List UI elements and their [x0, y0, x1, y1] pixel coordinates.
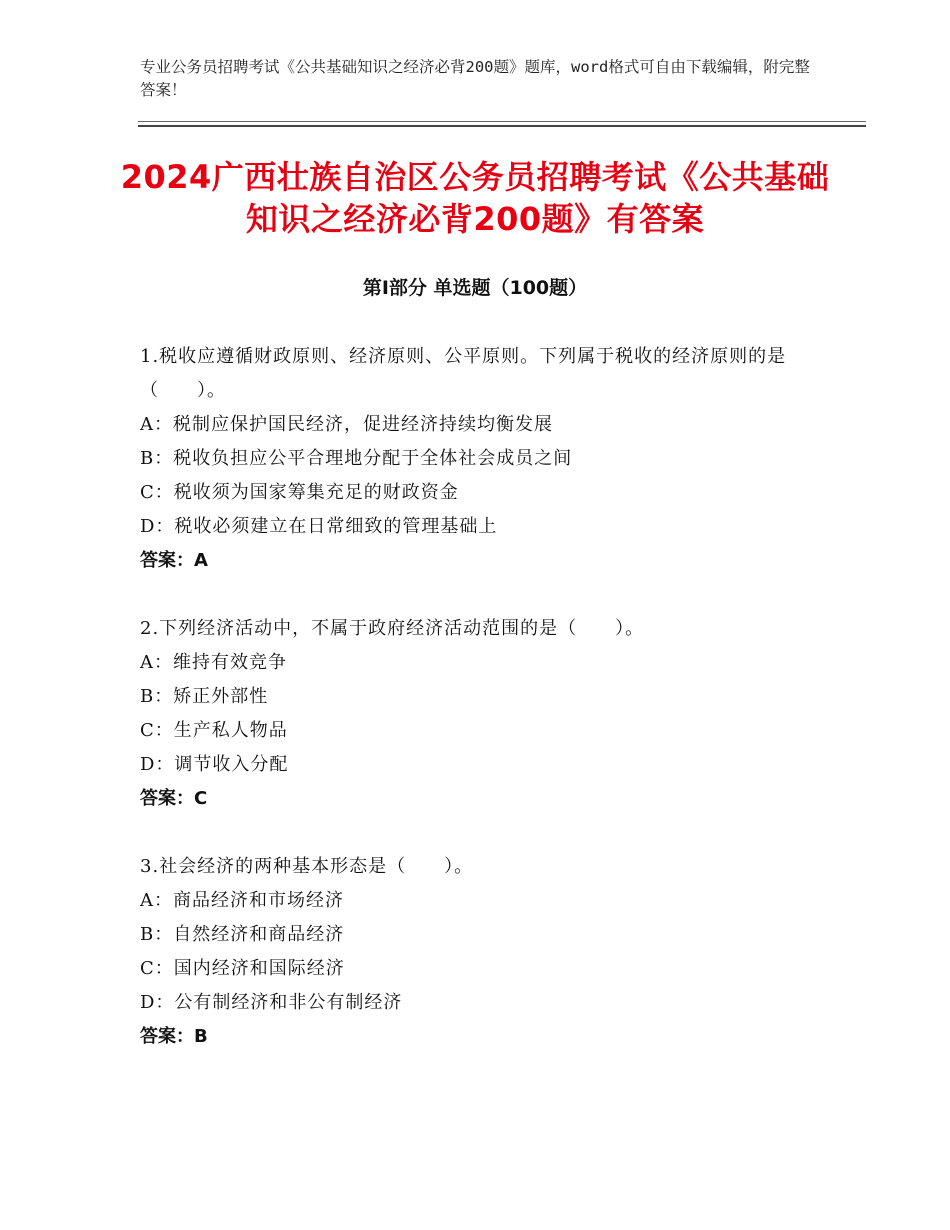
document-title: 2024广西壮族自治区公务员招聘考试《公共基础知识之经济必背200题》有答案	[120, 158, 830, 238]
option-a: A：税制应保护国民经济，促进经济持续均衡发展	[140, 414, 553, 435]
option-b: B：自然经济和商品经济	[140, 924, 345, 945]
option-b: B：矫正外部性	[140, 686, 269, 707]
question-stem: 3.社会经济的两种基本形态是（ ）。	[140, 856, 474, 877]
question-1	[140, 340, 820, 578]
question-2	[140, 612, 820, 816]
header-note: 专业公务员招聘考试《公共基础知识之经济必背200题》题库，word格式可自由下载编辑，附完整答案！	[140, 58, 810, 99]
option-a: A：维持有效竞争	[140, 652, 287, 673]
section-title: 第Ⅰ部分 单选题（100题）	[362, 277, 588, 299]
header-divider	[138, 121, 866, 127]
option-c: C：税收须为国家筹集充足的财政资金	[140, 482, 459, 503]
answer-line: 答案：A	[140, 550, 208, 571]
question-list	[140, 340, 820, 1088]
option-d: D：公有制经济和非公有制经济	[140, 992, 403, 1013]
option-b: B：税收负担应公平合理地分配于全体社会成员之间	[140, 448, 573, 469]
option-d: D：调节收入分配	[140, 754, 289, 775]
option-a: A：商品经济和市场经济	[140, 890, 344, 911]
option-d: D：税收必须建立在日常细致的管理基础上	[140, 516, 498, 537]
question-stem: 2.下列经济活动中，不属于政府经济活动范围的是（ ）。	[140, 618, 645, 639]
answer-line: 答案：B	[140, 1026, 208, 1047]
answer-line: 答案：C	[140, 788, 208, 809]
option-c: C：生产私人物品	[140, 720, 288, 741]
option-c: C：国内经济和国际经济	[140, 958, 345, 979]
question-stem: 1.税收应遵循财政原则、经济原则、公平原则。下列属于税收的经济原则的是（ ）。	[140, 346, 787, 401]
question-3	[140, 850, 820, 1054]
